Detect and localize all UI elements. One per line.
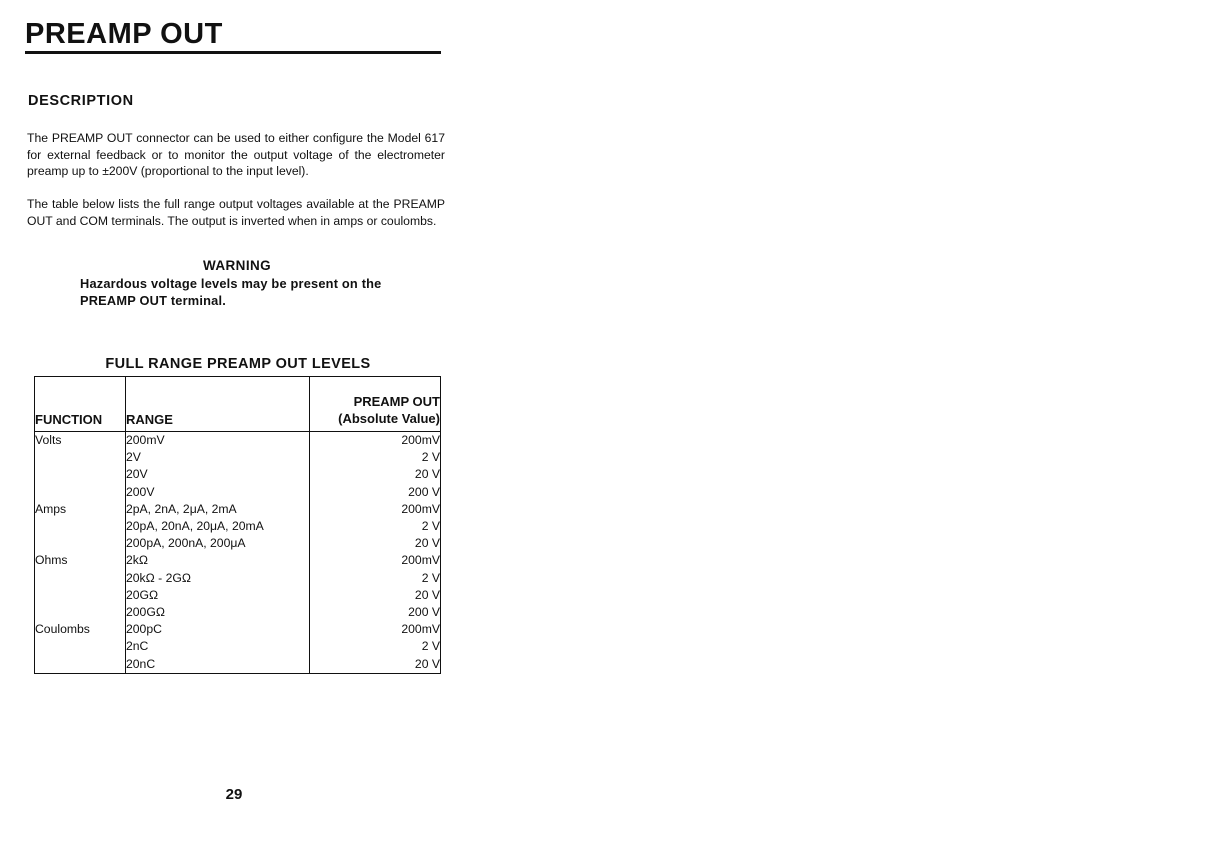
page-number: 29 — [225, 786, 243, 803]
cell-function — [35, 466, 126, 483]
header-preamp-out-line2: (Absolute Value) — [338, 411, 440, 426]
cell-range: 2nC — [126, 638, 310, 655]
cell-range: 2V — [126, 449, 310, 466]
cell-range: 20pA, 20nA, 20μA, 20mA — [126, 518, 310, 535]
cell-function: Volts — [35, 432, 126, 450]
cell-function: Coulombs — [35, 621, 126, 638]
description-paragraph-1: The PREAMP OUT connector can be used to either configure the Model 617 for external feedback or to monitor the output voltage of the electrometer preamp up to ±200V (proportional to the input level). — [27, 131, 445, 178]
cell-range: 200pC — [126, 621, 310, 638]
cell-function: Amps — [35, 501, 126, 518]
cell-function — [35, 638, 126, 655]
cell-function — [35, 604, 126, 621]
table-row — [35, 604, 441, 621]
cell-function: Ohms — [35, 552, 126, 569]
cell-range: 20GΩ — [126, 587, 310, 604]
cell-range: 2pA, 2nA, 2μA, 2mA — [126, 501, 310, 518]
table-title: FULL RANGE PREAMP OUT LEVELS — [105, 356, 371, 372]
header-function: FUNCTION — [35, 377, 126, 432]
cell-output: 200 V — [310, 484, 441, 501]
cell-range: 20nC — [126, 656, 310, 674]
cell-output: 2 V — [310, 638, 441, 655]
table-row — [35, 449, 441, 466]
table-header-row — [35, 377, 441, 432]
table-row — [35, 552, 441, 569]
cell-function — [35, 535, 126, 552]
cell-function — [35, 484, 126, 501]
cell-output: 200mV — [310, 552, 441, 569]
table-row — [35, 501, 441, 518]
table-row — [35, 535, 441, 552]
cell-range: 200pA, 200nA, 200μA — [126, 535, 310, 552]
preamp-levels-table — [34, 376, 441, 674]
cell-function — [35, 449, 126, 466]
warning-text: Hazardous voltage levels may be present on the PREAMP OUT terminal. — [80, 276, 382, 308]
cell-output: 200mV — [310, 432, 441, 450]
table-row — [35, 638, 441, 655]
cell-range: 2kΩ — [126, 552, 310, 569]
cell-function — [35, 656, 126, 674]
table-body — [35, 432, 441, 674]
cell-function — [35, 587, 126, 604]
header-preamp-out — [310, 377, 441, 432]
description-paragraph-2: The table below lists the full range output voltages available at the PREAMP OUT and COM terminals. The output is inverted when in amps or coulombs. — [27, 197, 445, 228]
page-title: PREAMP OUT — [25, 18, 441, 54]
cell-range: 200V — [126, 484, 310, 501]
table-row — [35, 621, 441, 638]
cell-output: 20 V — [310, 535, 441, 552]
cell-output: 2 V — [310, 449, 441, 466]
cell-output: 200mV — [310, 621, 441, 638]
cell-range: 200GΩ — [126, 604, 310, 621]
cell-output: 20 V — [310, 587, 441, 604]
table-row — [35, 432, 441, 450]
cell-range: 20V — [126, 466, 310, 483]
header-preamp-out-line1: PREAMP OUT — [353, 394, 440, 409]
cell-output: 20 V — [310, 466, 441, 483]
cell-range: 200mV — [126, 432, 310, 450]
table-row — [35, 466, 441, 483]
cell-range: 20kΩ - 2GΩ — [126, 570, 310, 587]
cell-output: 200 V — [310, 604, 441, 621]
cell-function — [35, 518, 126, 535]
table-row — [35, 518, 441, 535]
header-range: RANGE — [126, 377, 310, 432]
table-row — [35, 656, 441, 674]
table-row — [35, 587, 441, 604]
cell-output: 2 V — [310, 518, 441, 535]
warning-title: WARNING — [202, 258, 272, 273]
cell-output: 2 V — [310, 570, 441, 587]
cell-function — [35, 570, 126, 587]
table-row — [35, 570, 441, 587]
cell-output: 200mV — [310, 501, 441, 518]
table-row — [35, 484, 441, 501]
section-heading: DESCRIPTION — [28, 93, 134, 109]
cell-output: 20 V — [310, 656, 441, 674]
